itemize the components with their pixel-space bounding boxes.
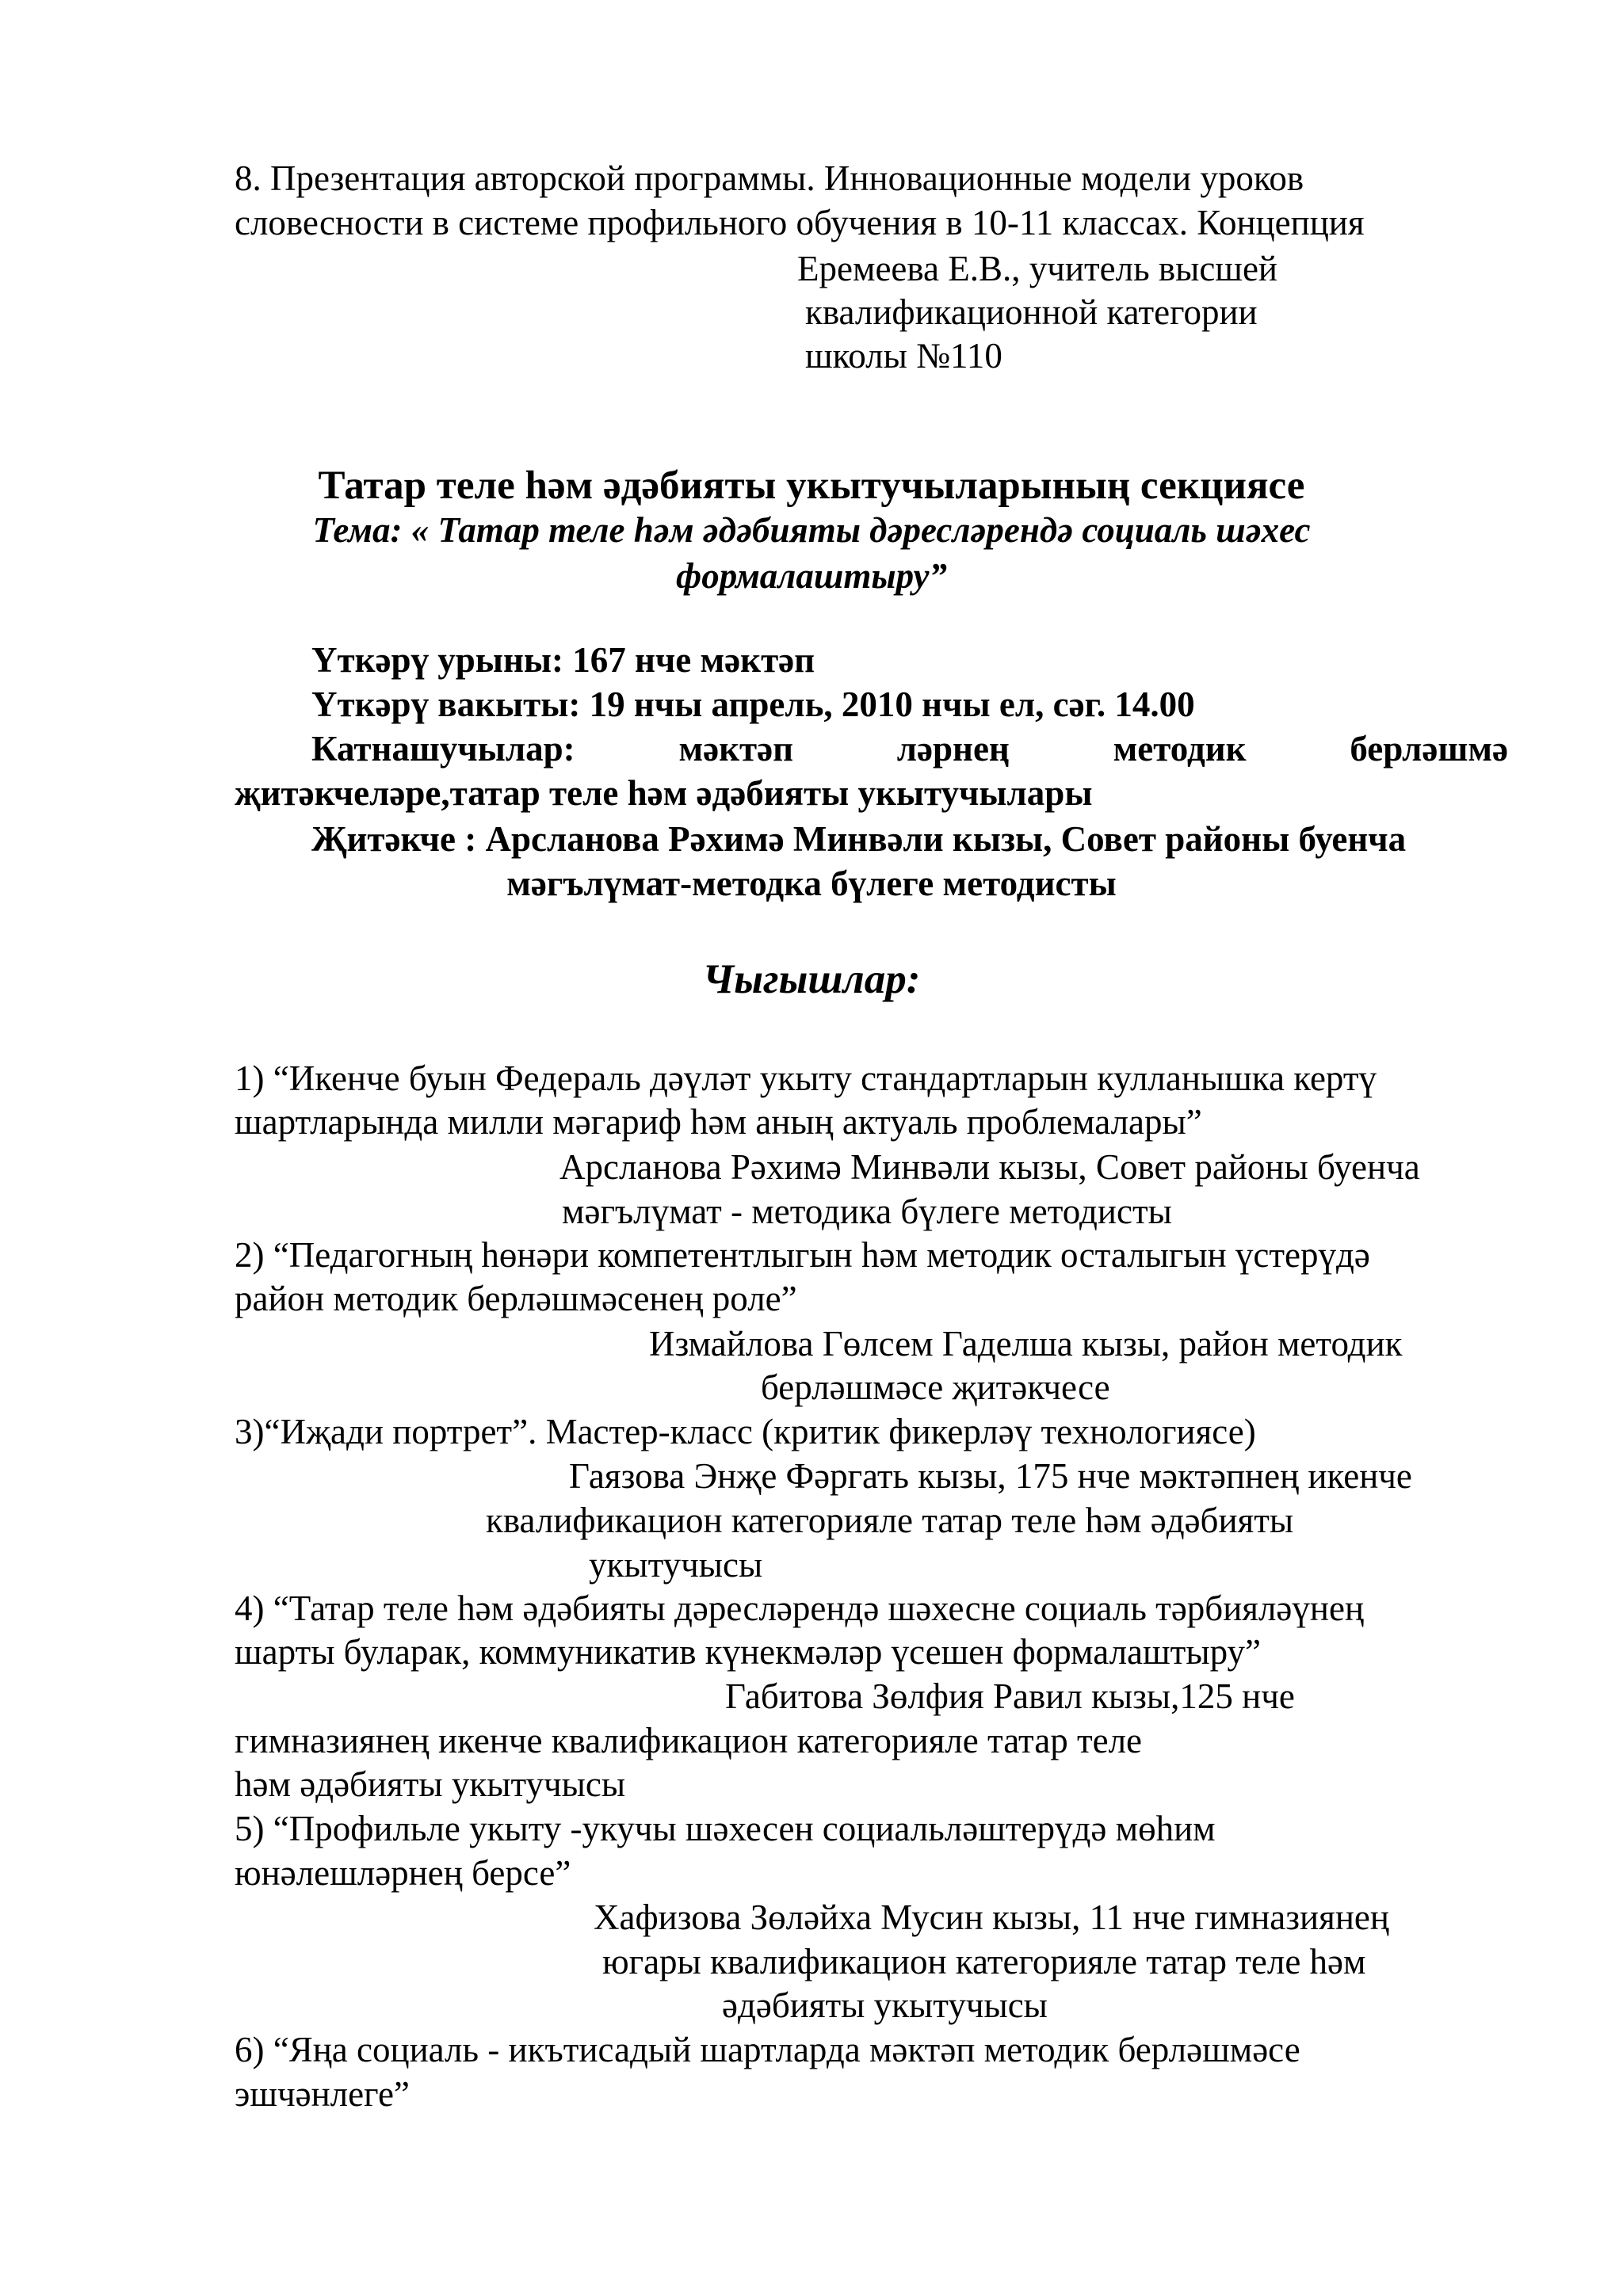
- venue: Үткәрү урыны: 167 нче мәктәп: [311, 640, 815, 680]
- participants-word: мәктәп: [678, 729, 793, 769]
- speech-author: Арсланова Рәхимә Минвәли кызы, Совет районы буенча: [559, 1147, 1420, 1187]
- speech-author: мәгълүмат - методика бүлеге методисты: [562, 1192, 1172, 1231]
- section-title: Татар теле һәм әдәбияты укытучыларының секциясе: [318, 463, 1305, 508]
- speeches-heading: Чыгышлар:: [702, 956, 921, 1002]
- participants-word: ләрнең: [896, 729, 1010, 769]
- section-theme: формалаштыру”: [676, 556, 947, 596]
- speech-title: юнәлешләрнең берсе”: [235, 1853, 571, 1893]
- intro-author: школы №110: [805, 336, 1002, 376]
- intro-author: Еремеева Е.В., учитель высшей: [797, 249, 1278, 288]
- participants-line: җитәкчеләре,татар теле һәм әдәбияты укытучылары: [235, 773, 1093, 813]
- section-theme: Тема: « Татар теле һәм әдәбияты дәресләрендә социаль шәхес: [312, 510, 1311, 550]
- speech-title: 3)“Иҗади портрет”. Мастер-класс (критик фикерләү технологиясе): [235, 1412, 1256, 1451]
- participants-word: берләшмә: [1350, 729, 1508, 769]
- speech-author: гимназиянең икенче квалификацион категорияле татар теле: [235, 1721, 1143, 1760]
- speech-title: район методик берләшмәсенең роле”: [235, 1279, 797, 1318]
- speech-title: эшчәнлеге”: [235, 2074, 410, 2114]
- speech-author: Хафизова Зөләйха Мусин кызы, 11 нче гимназиянең: [594, 1897, 1389, 1937]
- speech-title: шарты буларак, коммуникатив күнекмәләр үсешен формалаштыру”: [235, 1632, 1261, 1672]
- speech-author: югары квалификацион категорияле татар теле һәм: [602, 1942, 1366, 1981]
- leader: мәгълүмат-методка бүлеге методисты: [506, 864, 1117, 903]
- speech-author: квалификацион категорияле татар теле һәм әдәбияты: [486, 1501, 1294, 1540]
- speech-author: һәм әдәбияты укытучысы: [235, 1764, 626, 1804]
- participants-word: методик: [1113, 729, 1247, 769]
- leader: Җитәкче : Арсланова Рәхимә Минвәли кызы, Совет районы буенча: [311, 819, 1407, 859]
- speech-author: әдәбияты укытучысы: [722, 1985, 1048, 2025]
- speech-author: Гаязова Энҗе Фәргать кызы, 175 нче мәктәпнең икенче: [569, 1456, 1412, 1496]
- participants-line: [311, 727, 1508, 770]
- speech-title: 2) “Педагогның һөнәри компетентлыгын һәм методик осталыгын үстерүдә: [235, 1235, 1370, 1275]
- intro-author: квалификационной категории: [805, 292, 1258, 332]
- speech-author: Измайлова Гөлсем Гаделша кызы, район методик: [649, 1324, 1403, 1363]
- time: Үткәрү вакыты: 19 нчы апрель, 2010 нчы ел, сәг. 14.00: [311, 685, 1195, 724]
- speech-author: укытучысы: [589, 1545, 763, 1585]
- speech-title: 4) “Татар теле һәм әдәбияты дәресләрендә шәхесне социаль тәрбияләүнең: [235, 1589, 1365, 1628]
- speech-author: Габитова Зөлфия Равил кызы,125 нче: [725, 1676, 1295, 1716]
- intro-line: словесности в системе профильного обучения в 10-11 классах. Концепция: [235, 203, 1365, 242]
- speech-title: шартларында милли мәгариф һәм аның актуаль проблемалары”: [235, 1102, 1202, 1142]
- speech-title: 5) “Профильле укыту -укучы шәхесен социальләштерүдә мөһим: [235, 1809, 1216, 1848]
- speech-title: 1) “Икенче буын Федераль дәүләт укыту стандартларын кулланышка кертү: [235, 1058, 1377, 1098]
- speech-title: 6) “Яңа социаль - икътисадый шартларда мәктәп методик берләшмәсе: [235, 2030, 1300, 2069]
- participants-word: Катнашучылар:: [311, 729, 575, 769]
- speech-author: берләшмәсе җитәкчесе: [761, 1367, 1110, 1407]
- intro-line: 8. Презентация авторской программы. Инновационные модели уроков: [235, 158, 1304, 198]
